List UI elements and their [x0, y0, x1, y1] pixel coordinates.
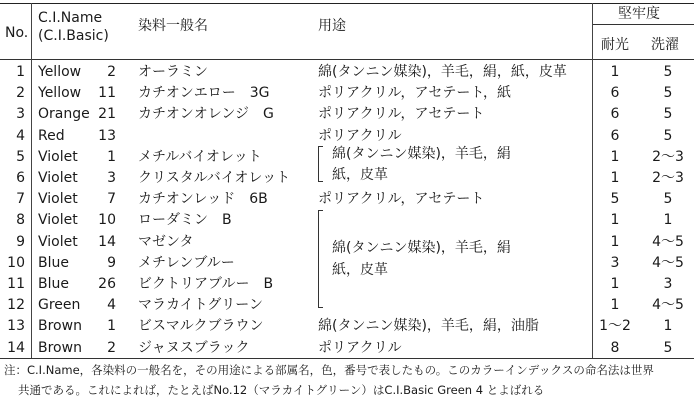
wash-fastness: 5: [663, 191, 673, 208]
header-ci-basic: (C.I.Basic): [38, 28, 109, 44]
header-light: 耐光: [601, 37, 629, 53]
ci-color: Red: [38, 127, 65, 144]
wash-fastness: 5: [663, 64, 673, 80]
no-col-divider: [31, 3, 32, 358]
group-8-12-usage-line2: 紙，皮革: [332, 262, 388, 278]
light-fastness: 6: [610, 127, 620, 144]
ci-number: 1: [107, 318, 116, 335]
light-fastness: 5: [610, 191, 620, 208]
dye-name: メチレンブルー: [138, 254, 235, 271]
usage: ポリアクリル，アセテート: [318, 191, 485, 208]
ci-color: Blue: [38, 276, 69, 292]
wash-fastness: 1: [663, 318, 673, 335]
usage: ポリアクリル: [318, 127, 402, 144]
light-fastness: 6: [610, 85, 620, 102]
header-wash: 洗濯: [651, 37, 679, 53]
dye-name: ジャヌスブラック: [138, 339, 250, 356]
row-number: 13: [7, 318, 25, 335]
light-fastness: 6: [610, 106, 620, 123]
row-number: 12: [7, 297, 25, 314]
row-number: 9: [16, 233, 25, 250]
row-number: 2: [16, 85, 25, 102]
ci-color: Violet: [38, 212, 78, 229]
ci-number: 14: [98, 233, 116, 250]
top-rule: [0, 3, 694, 4]
row-number: 3: [16, 106, 25, 123]
dye-name: ビクトリアブルー B: [138, 276, 274, 292]
row-number: 8: [16, 212, 25, 229]
ci-color: Green: [38, 297, 81, 314]
usage: 綿(タンニン媒染)，羊毛，絹，油脂: [318, 318, 539, 335]
row-number: 11: [7, 276, 25, 292]
wash-fastness: 5: [663, 127, 673, 144]
bracket-rows-8-12: [318, 210, 323, 308]
ci-color: Violet: [38, 170, 78, 186]
header-rule: [0, 59, 694, 60]
ci-number: 1: [107, 148, 116, 165]
ci-color: Violet: [38, 148, 78, 165]
usage: ポリアクリル，アセテート，紙: [318, 85, 512, 102]
wash-fastness: 4～5: [652, 233, 684, 250]
light-fastness: 1: [610, 276, 620, 292]
ci-color: Yellow: [38, 64, 82, 80]
wash-fastness: 5: [663, 106, 673, 123]
fastness-rule: [592, 24, 694, 25]
light-fastness: 3: [610, 254, 620, 271]
ci-number: 11: [98, 85, 116, 102]
light-fastness: 1: [610, 297, 620, 314]
dye-name: カチオンレッド 6B: [138, 191, 268, 208]
footnote-line2: 共通である。これによれば，たとえばNo.12（マラカイトグリーン）はC.I.Basic Green 4 とよばれる: [18, 383, 545, 397]
header-no: No.: [5, 25, 29, 41]
wash-fastness: 5: [663, 339, 673, 356]
ci-number: 26: [98, 276, 116, 292]
dye-name: ビスマルクブラウン: [138, 318, 264, 335]
header-general-name: 染料一般名: [138, 18, 208, 34]
wash-fastness: 1: [663, 212, 673, 229]
wash-fastness: 2～3: [652, 148, 684, 165]
light-fastness: 8: [610, 339, 620, 356]
bracket-rows-5-6: [318, 146, 323, 182]
light-fastness: 1～2: [599, 318, 631, 335]
ci-color: Orange: [38, 106, 90, 123]
group-5-6-usage-line2: 紙，皮革: [332, 167, 388, 183]
bottom-rule: [0, 358, 694, 359]
usage: 綿(タンニン媒染)，羊毛，絹，紙，皮革: [318, 64, 567, 80]
ci-color: Brown: [38, 318, 82, 335]
row-number: 4: [16, 127, 25, 144]
dye-name: カチオンエロー 3G: [138, 85, 270, 102]
header-fastness: 堅牢度: [618, 6, 660, 22]
ci-color: Violet: [38, 233, 78, 250]
ci-number: 10: [98, 212, 116, 229]
ci-number: 4: [107, 297, 116, 314]
ci-color: Violet: [38, 191, 78, 208]
row-number: 10: [7, 254, 25, 271]
ci-number: 3: [107, 170, 116, 186]
header-ci-name: C.I.Name: [38, 10, 103, 26]
dye-name: ローダミン B: [138, 212, 232, 229]
ci-number: 7: [107, 191, 116, 208]
group-5-6-usage-line1: 綿(タンニン媒染)，羊毛，絹: [332, 146, 511, 162]
row-number: 1: [16, 64, 25, 80]
dye-name: マラカイトグリーン: [138, 297, 264, 314]
row-number: 5: [16, 148, 25, 165]
dye-name: カチオンオレンジ G: [138, 106, 274, 123]
wash-fastness: 4～5: [652, 254, 684, 271]
dye-name: メチルバイオレット: [138, 148, 262, 165]
ci-number: 21: [98, 106, 116, 123]
ci-color: Brown: [38, 339, 82, 356]
footnote-line1: 注：C.I.Name，各染料の一般名を，その用途による部属名，色，番号で表したもの。このカラーインデックスの命名法は世界: [4, 363, 654, 377]
light-fastness: 1: [610, 170, 620, 186]
usage: ポリアクリル: [318, 339, 402, 356]
wash-fastness: 4～5: [652, 297, 684, 314]
ci-number: 2: [107, 339, 116, 356]
dye-name: オーラミン: [138, 64, 208, 80]
ci-number: 9: [107, 254, 116, 271]
group-8-12-usage-line1: 綿(タンニン媒染)，羊毛，絹: [332, 240, 511, 256]
wash-fastness: 5: [663, 85, 673, 102]
usage: ポリアクリル，アセテート: [318, 106, 485, 123]
row-number: 14: [7, 339, 25, 356]
dye-name: マゼンタ: [138, 233, 194, 250]
fastness-col-divider: [592, 3, 593, 358]
light-fastness: 1: [610, 212, 620, 229]
light-fastness: 1: [610, 64, 620, 80]
wash-fastness: 2～3: [652, 170, 684, 186]
header-usage: 用途: [318, 18, 346, 34]
dye-name: クリスタルバイオレット: [138, 170, 291, 186]
row-number: 7: [16, 191, 25, 208]
light-fastness: 1: [610, 148, 620, 165]
row-number: 6: [16, 170, 25, 186]
ci-number: 2: [107, 64, 116, 80]
wash-fastness: 3: [663, 276, 673, 292]
light-fastness: 1: [610, 233, 620, 250]
ci-number: 13: [98, 127, 116, 144]
ci-color: Blue: [38, 254, 69, 271]
ci-color: Yellow: [38, 85, 82, 102]
